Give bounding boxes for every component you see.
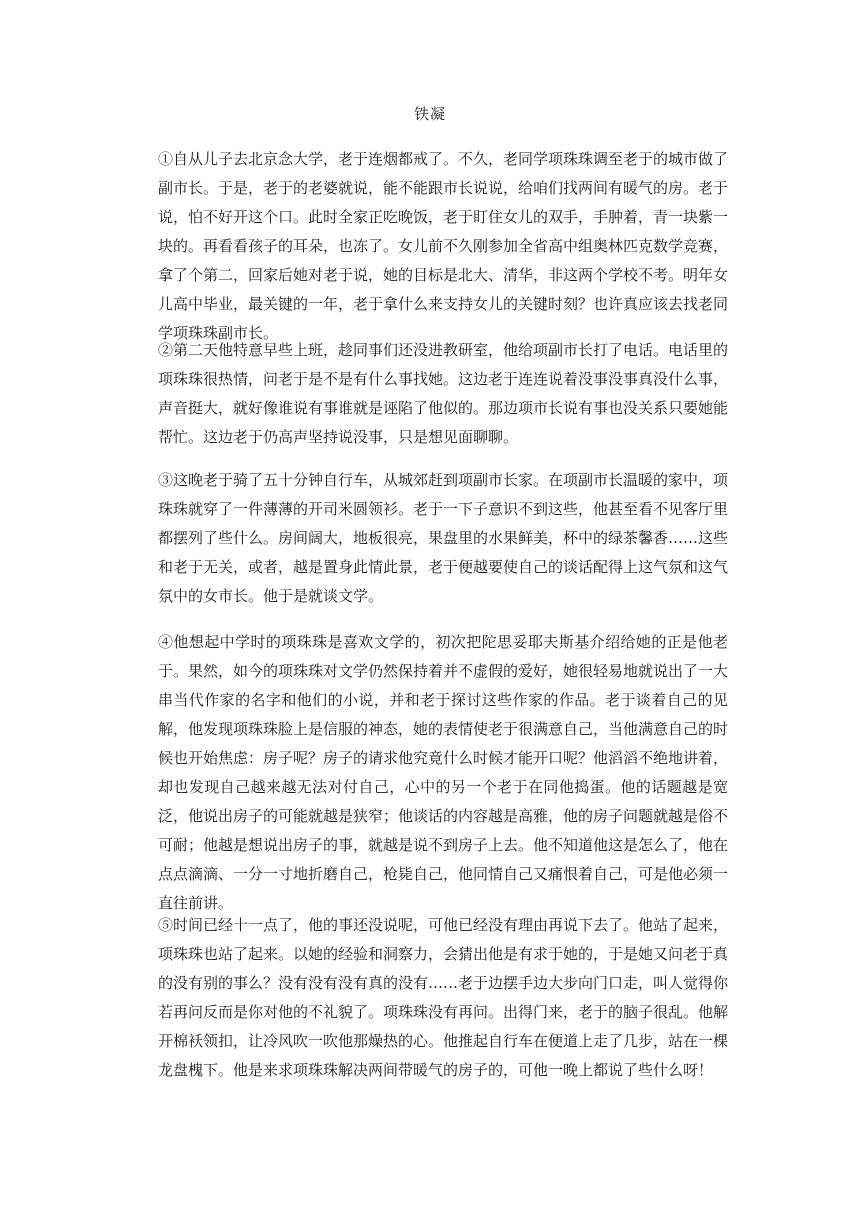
author-name: 铁凝 (413, 105, 446, 123)
paragraph-2: ②第二天他特意早些上班，趁同事们还没进教研室，他给项副市长打了电话。电话里的项珠珠很热情，问老于是不是有什么事找她。这边老于连连说着没事没事真没什么事，声音挺大，就好像谁说有事谁就是诬陷了他似的。那边项市长说有事也没关系只要她能帮忙。这边老于仍高声坚持说没事，只是想见面聊聊。 (158, 341, 729, 446)
paragraph-4: ④他想起中学时的项珠珠是喜欢文学的，初次把陀思妥耶夫斯基介绍给她的正是他老于。果然，如今的项珠珠对文学仍然保持着并不虚假的爱好，她很轻易地就说出了一大串当代作家的名字和他们的小说，并和老于探讨这些作家的作品。老于谈着自己的见解，他发现项珠珠脸上是信服的神态，她的表情使老于很满意自己，当他满意自己的时候也开始焦虑：房子呢？房子的请求他究竟什么时候才能开口呢？他滔滔不绝地讲着，却也发现自己越来越无法对付自己，心中的另一个老于在同他捣蛋。他的话题越是宽泛，他说出房子的可能就越是狭窄；他谈话的内容越是高雅，他的房子问题就越是俗不可耐；他越是想说出房子的事，就越是说不到房子上去。他不知道他这是怎么了，他在点点滴滴、一分一寸地折磨自己，枪毙自己，他同情自己又痛恨着自己，可是他必须一直往前讲。 (158, 633, 729, 912)
paragraph-3: ③这晚老于骑了五十分钟自行车，从城郊赶到项副市长家。在项副市长温暖的家中，项珠珠就穿了一件薄薄的开司米圆领衫。老于一下子意识不到这些，他甚至看不见客厅里都摆列了些什么。房间阔大，地板很亮，果盘里的水果鲜美，杯中的绿茶馨香……这些和老于无关，或者，越是置身此情此景，老于便越要使自己的谈话配得上这气氛和这气氛中的女市长。他于是就谈文学。 (158, 471, 729, 605)
paragraph-5: ⑤时间已经十一点了，他的事还没说呢，可他已经没有理由再说下去了。他站了起来，项珠珠也站了起来。以她的经验和洞察力，会猜出他是有求于她的，于是她又问老于真的没有别的事么？没有没有没有真的没有……老于边摆手边大步向门口走，叫人觉得你若再问反而是你对他的不礼貌了。项珠珠没有再问。出得门来，老于的脑子很乱。他解开棉袄领扣，让冷风吹一吹他那燥热的心。他推起自行车在便道上走了几步，站在一棵龙盘槐下。他是来求项珠珠解决两间带暖气的房子的，可他一晚上都说了些什么呀！ (158, 916, 729, 1079)
paragraph-1: ①自从儿子去北京念大学，老于连烟都戒了。不久，老同学项珠珠调至老于的城市做了副市长。于是，老于的老婆就说，能不能跟市长说说，给咱们找两间有暖气的房。老于说，怕不好开这个口。此时全家正吃晚饭，老于盯住女儿的双手，手肿着，青一块紫一块的。再看看孩子的耳朵，也冻了。女儿前不久刚参加全省高中组奥林匹克数学竞赛，拿了个第二，回家后她对老于说，她的目标是北大、清华，非这两个学校不考。明年女儿高中毕业，最关键的一年，老于拿什么来支持女儿的关键时刻？也许真应该去找老同学项珠珠副市长。 (158, 150, 729, 342)
